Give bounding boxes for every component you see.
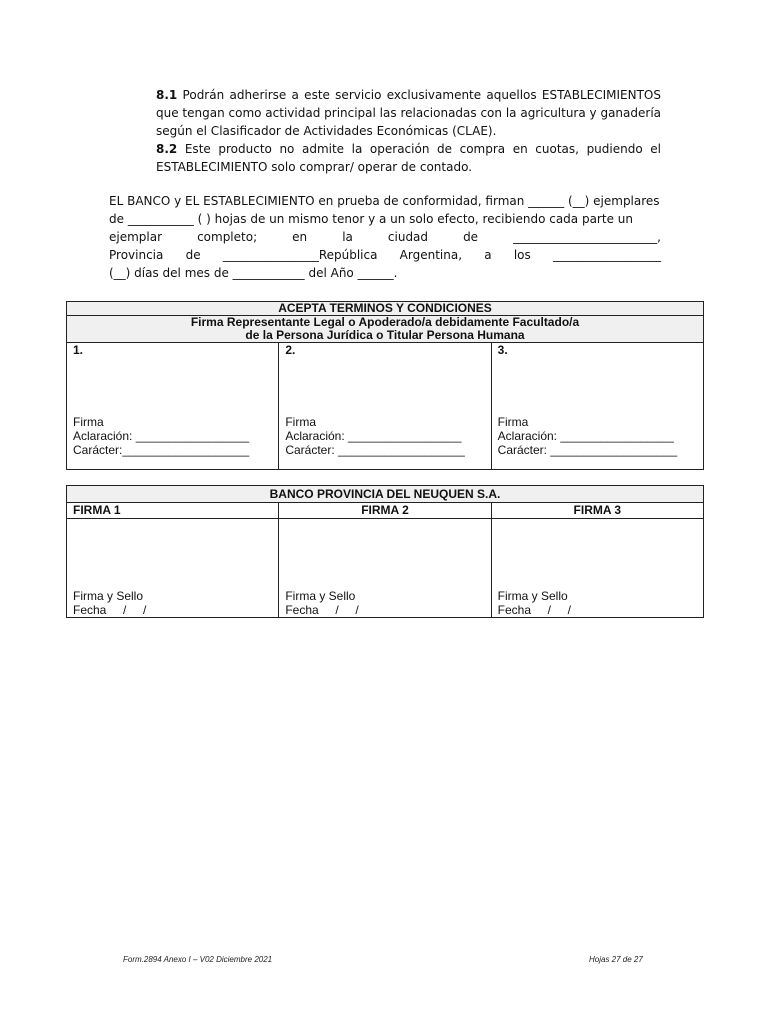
accept-terms-title: ACEPTA TERMINOS Y CONDICIONES: [67, 302, 704, 316]
fecha-field: Fecha / /: [73, 603, 147, 617]
conformity-text: (__) días del mes de ____________ del Año ______.: [109, 266, 398, 280]
firma-sello-label: Firma y Sello: [497, 589, 568, 603]
conformity-paragraph: [109, 192, 661, 282]
conformity-text: de ___________ ( ) hojas de un mismo tenor y a un solo efecto, recibiendo cada parte un: [109, 212, 633, 226]
subtitle-line-2: de la Persona Jurídica o Titular Persona Humana: [245, 328, 525, 342]
clause-8-1: [156, 86, 661, 140]
caracter-field: Carácter: ___________________: [497, 443, 678, 457]
signature-number: 1.: [73, 343, 84, 357]
footer-page-count: Hojas 27 de 27: [589, 955, 643, 964]
clause-number: 8.2: [156, 142, 178, 156]
firma-label: Firma: [73, 415, 104, 429]
aclaracion-field: Aclaración: _________________: [285, 429, 462, 443]
firma-label: Firma: [497, 415, 529, 429]
caracter-field: Carácter:___________________: [73, 443, 250, 457]
conformity-word: ejemplar: [109, 230, 163, 244]
conformity-line-1: [109, 192, 661, 210]
fecha-field: Fecha / /: [285, 603, 359, 617]
signature-lines: [285, 589, 358, 617]
signature-lines: [73, 415, 249, 457]
conformity-word: ________________República: [222, 248, 378, 262]
bank-signature-cell-1[interactable]: [67, 519, 279, 618]
aclaracion-field: Aclaración: _________________: [497, 429, 674, 443]
conformity-word: de: [185, 248, 201, 262]
conformity-word: Provincia: [109, 248, 164, 262]
conformity-word: los: [513, 248, 531, 262]
signature-lines: [498, 415, 677, 457]
conformity-word: Argentina,: [399, 248, 463, 262]
conformity-blank: __________________: [552, 248, 661, 262]
firma-sello-label: Firma y Sello: [285, 589, 356, 603]
signature-cell-1[interactable]: [67, 343, 279, 470]
clause-text: Este producto no admite la operación de compra en cuotas, pudiendo el ESTABLECIMIENTO solo comprar/ operar de contado.: [156, 142, 661, 174]
conformity-line-2: [109, 210, 661, 228]
signature-cell-2[interactable]: [279, 343, 491, 470]
conformity-line-3: [109, 228, 661, 246]
conformity-word: completo;: [197, 230, 258, 244]
signature-lines: [498, 589, 571, 617]
signature-lines: [73, 589, 146, 617]
conformity-blank: ________________________,: [513, 230, 661, 244]
signature-number: 2.: [285, 343, 296, 357]
clause-number: 8.1: [156, 88, 178, 102]
bank-signature-cell-2[interactable]: [279, 519, 491, 618]
signature-lines: [285, 415, 464, 457]
firma-label: Firma: [285, 415, 316, 429]
signature-cell-3[interactable]: [491, 343, 703, 470]
firma-3-header: FIRMA 3: [491, 503, 703, 519]
aclaracion-field: Aclaración: _________________: [73, 429, 250, 443]
signature-number: 3.: [497, 343, 508, 357]
footer-form-id: Form.2894 Anexo I – V02 Diciembre 2021: [123, 955, 273, 964]
conformity-text: EL BANCO y EL ESTABLECIMIENTO en prueba de conformidad, firman ______ (__) ejemplares: [109, 194, 660, 208]
fecha-field: Fecha / /: [497, 603, 572, 617]
bank-signature-cell-3[interactable]: [491, 519, 703, 618]
firma-1-header: FIRMA 1: [67, 503, 279, 519]
accept-terms-subtitle: [67, 316, 704, 343]
accept-terms-table: [66, 301, 704, 470]
firma-2-header: FIRMA 2: [279, 503, 491, 519]
clause-8-2: [156, 140, 661, 176]
conformity-word: a: [484, 248, 492, 262]
bank-signature-table: [66, 485, 704, 618]
subtitle-line-1: Firma Representante Legal o Apoderado/a debidamente Facultado/a: [190, 315, 580, 329]
bank-title: BANCO PROVINCIA DEL NEUQUEN S.A.: [67, 486, 704, 503]
conformity-word: la: [342, 230, 353, 244]
caracter-field: Carácter: ___________________: [285, 443, 465, 457]
conformity-word: en: [292, 230, 308, 244]
clause-text: Podrán adherirse a este servicio exclusivamente aquellos ESTABLECIMIENTOS que tengan como actividad principal las relacionadas con la agricultura y ganadería según el Clasificador de Actividades Económicas (CLAE).: [156, 88, 661, 138]
conformity-line-5: [109, 264, 661, 282]
conformity-line-4: [109, 246, 661, 264]
firma-sello-label: Firma y Sello: [73, 589, 144, 603]
conformity-word: de: [463, 230, 479, 244]
conformity-word: ciudad: [387, 230, 429, 244]
